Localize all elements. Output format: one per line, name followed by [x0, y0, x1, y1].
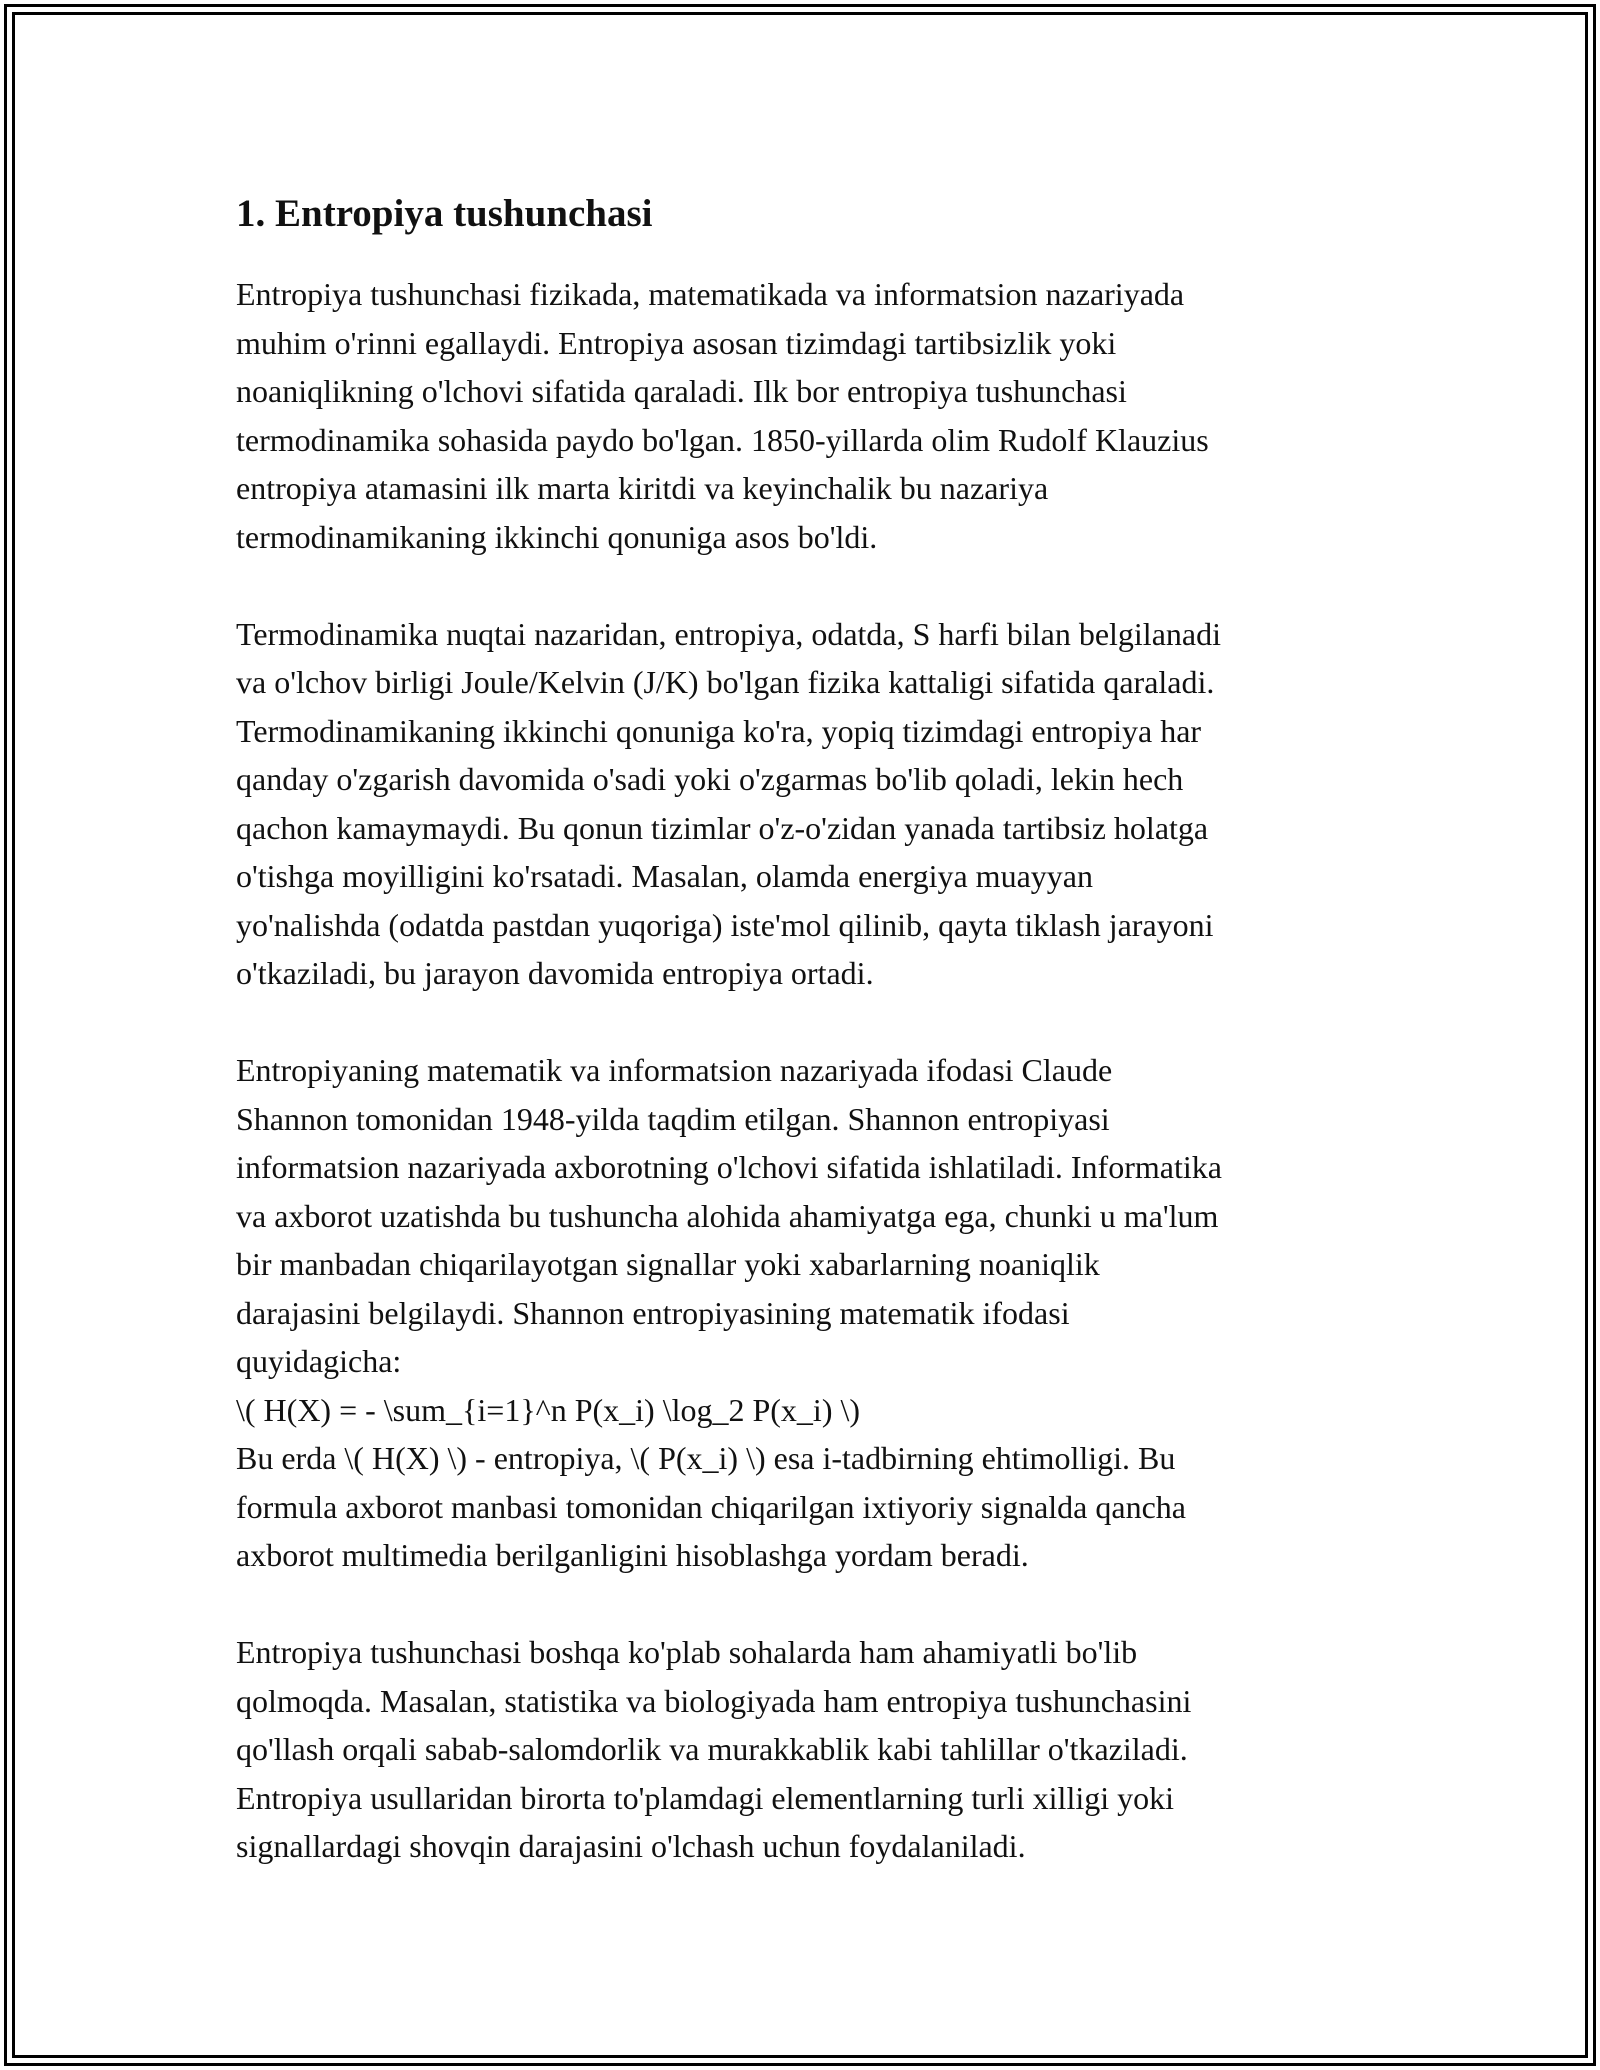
paragraph-2	[236, 610, 1376, 998]
text-line: Bu erda \( H(X) \) - entropiya, \( P(x_i) \) esa i-tadbirning ehtimolligi. Bu	[236, 1440, 1176, 1476]
document-body	[236, 186, 1376, 1871]
text-line: Entropiyaning matematik va informatsion nazariyada ifodasi Claude	[236, 1052, 1113, 1088]
text-line: signallardagi shovqin darajasini o'lchash uchun foydalaniladi.	[236, 1828, 1026, 1864]
formula-line: \( H(X) = - \sum_{i=1}^n P(x_i) \log_2 P(x_i) \)	[236, 1391, 861, 1428]
text-line: formula axborot manbasi tomonidan chiqarilgan ixtiyoriy signalda qancha	[236, 1488, 1186, 1525]
text-line: qolmoqda. Masalan, statistika va biologiyada ham entropiya tushunchasini	[236, 1682, 1192, 1719]
text-line: darajasini belgilaydi. Shannon entropiyasining matematik ifodasi	[236, 1294, 1070, 1331]
text-line: Entropiya usullaridan birorta to'plamdagi elementlarning turli xilligi yoki	[236, 1779, 1174, 1816]
text-line: o'tkaziladi, bu jarayon davomida entropiya ortadi.	[236, 955, 874, 991]
paragraph-4	[236, 1628, 1376, 1871]
text-line: o'tishga moyilligini ko'rsatadi. Masalan, olamda energiya muayyan	[236, 858, 1093, 894]
text-line: Entropiya tushunchasi fizikada, matematikada va informatsion nazariyada	[236, 276, 1185, 312]
text-line: qo'llash orqali sabab-salomdorlik va murakkablik kabi tahlillar o'tkaziladi.	[236, 1731, 1188, 1767]
text-line: termodinamikaning ikkinchi qonuniga asos bo'ldi.	[236, 518, 878, 555]
text-line: termodinamika sohasida paydo bo'lgan. 1850-yillarda olim Rudolf Klauzius	[236, 421, 1209, 458]
text-line: Termodinamikaning ikkinchi qonuniga ko'ra, yopiq tizimdagi entropiya har	[236, 712, 1202, 749]
paragraph-3	[236, 1046, 1376, 1580]
text-line: Entropiya tushunchasi boshqa ko'plab sohalarda ham ahamiyatli bo'lib	[236, 1634, 1138, 1670]
text-line: bir manbadan chiqarilayotgan signallar yoki xabarlarning noaniqlik	[236, 1246, 1100, 1282]
text-line: axborot multimedia berilganligini hisoblashga yordam beradi.	[236, 1537, 1029, 1573]
section-heading: 1. Entropiya tushunchasi	[236, 192, 653, 235]
text-line: noaniqlikning o'lchovi sifatida qaraladi. Ilk bor entropiya tushunchasi	[236, 373, 1127, 409]
text-line: entropiya atamasini ilk marta kiritdi va keyinchalik bu nazariya	[236, 470, 1049, 506]
text-line: qachon kamaymaydi. Bu qonun tizimlar o'z-o'zidan yanada tartibsiz holatga	[236, 809, 1209, 846]
text-line: Termodinamika nuqtai nazaridan, entropiya, odatda, S harfi bilan belgilanadi	[236, 615, 1221, 652]
text-line: yo'nalishda (odatda pastdan yuqoriga) iste'mol qilinib, qayta tiklash jarayoni	[236, 906, 1214, 943]
text-line: qanday o'zgarish davomida o'sadi yoki o'zgarmas bo'lib qoladi, lekin hech	[236, 761, 1184, 797]
text-line: va axborot uzatishda bu tushuncha alohida ahamiyatga ega, chunki u ma'lum	[236, 1197, 1219, 1234]
text-line: Shannon tomonidan 1948-yilda taqdim etilgan. Shannon entropiyasi	[236, 1100, 1110, 1137]
text-line: informatsion nazariyada axborotning o'lchovi sifatida ishlatiladi. Informatika	[236, 1149, 1222, 1185]
text-line: quyidagicha:	[236, 1343, 402, 1379]
text-line: muhim o'rinni egallaydi. Entropiya asosan tizimdagi tartibsizlik yoki	[236, 324, 1117, 361]
text-line: va o'lchov birligi Joule/Kelvin (J/K) bo'lgan fizika kattaligi sifatida qaraladi.	[236, 664, 1215, 700]
paragraph-1	[236, 270, 1376, 561]
